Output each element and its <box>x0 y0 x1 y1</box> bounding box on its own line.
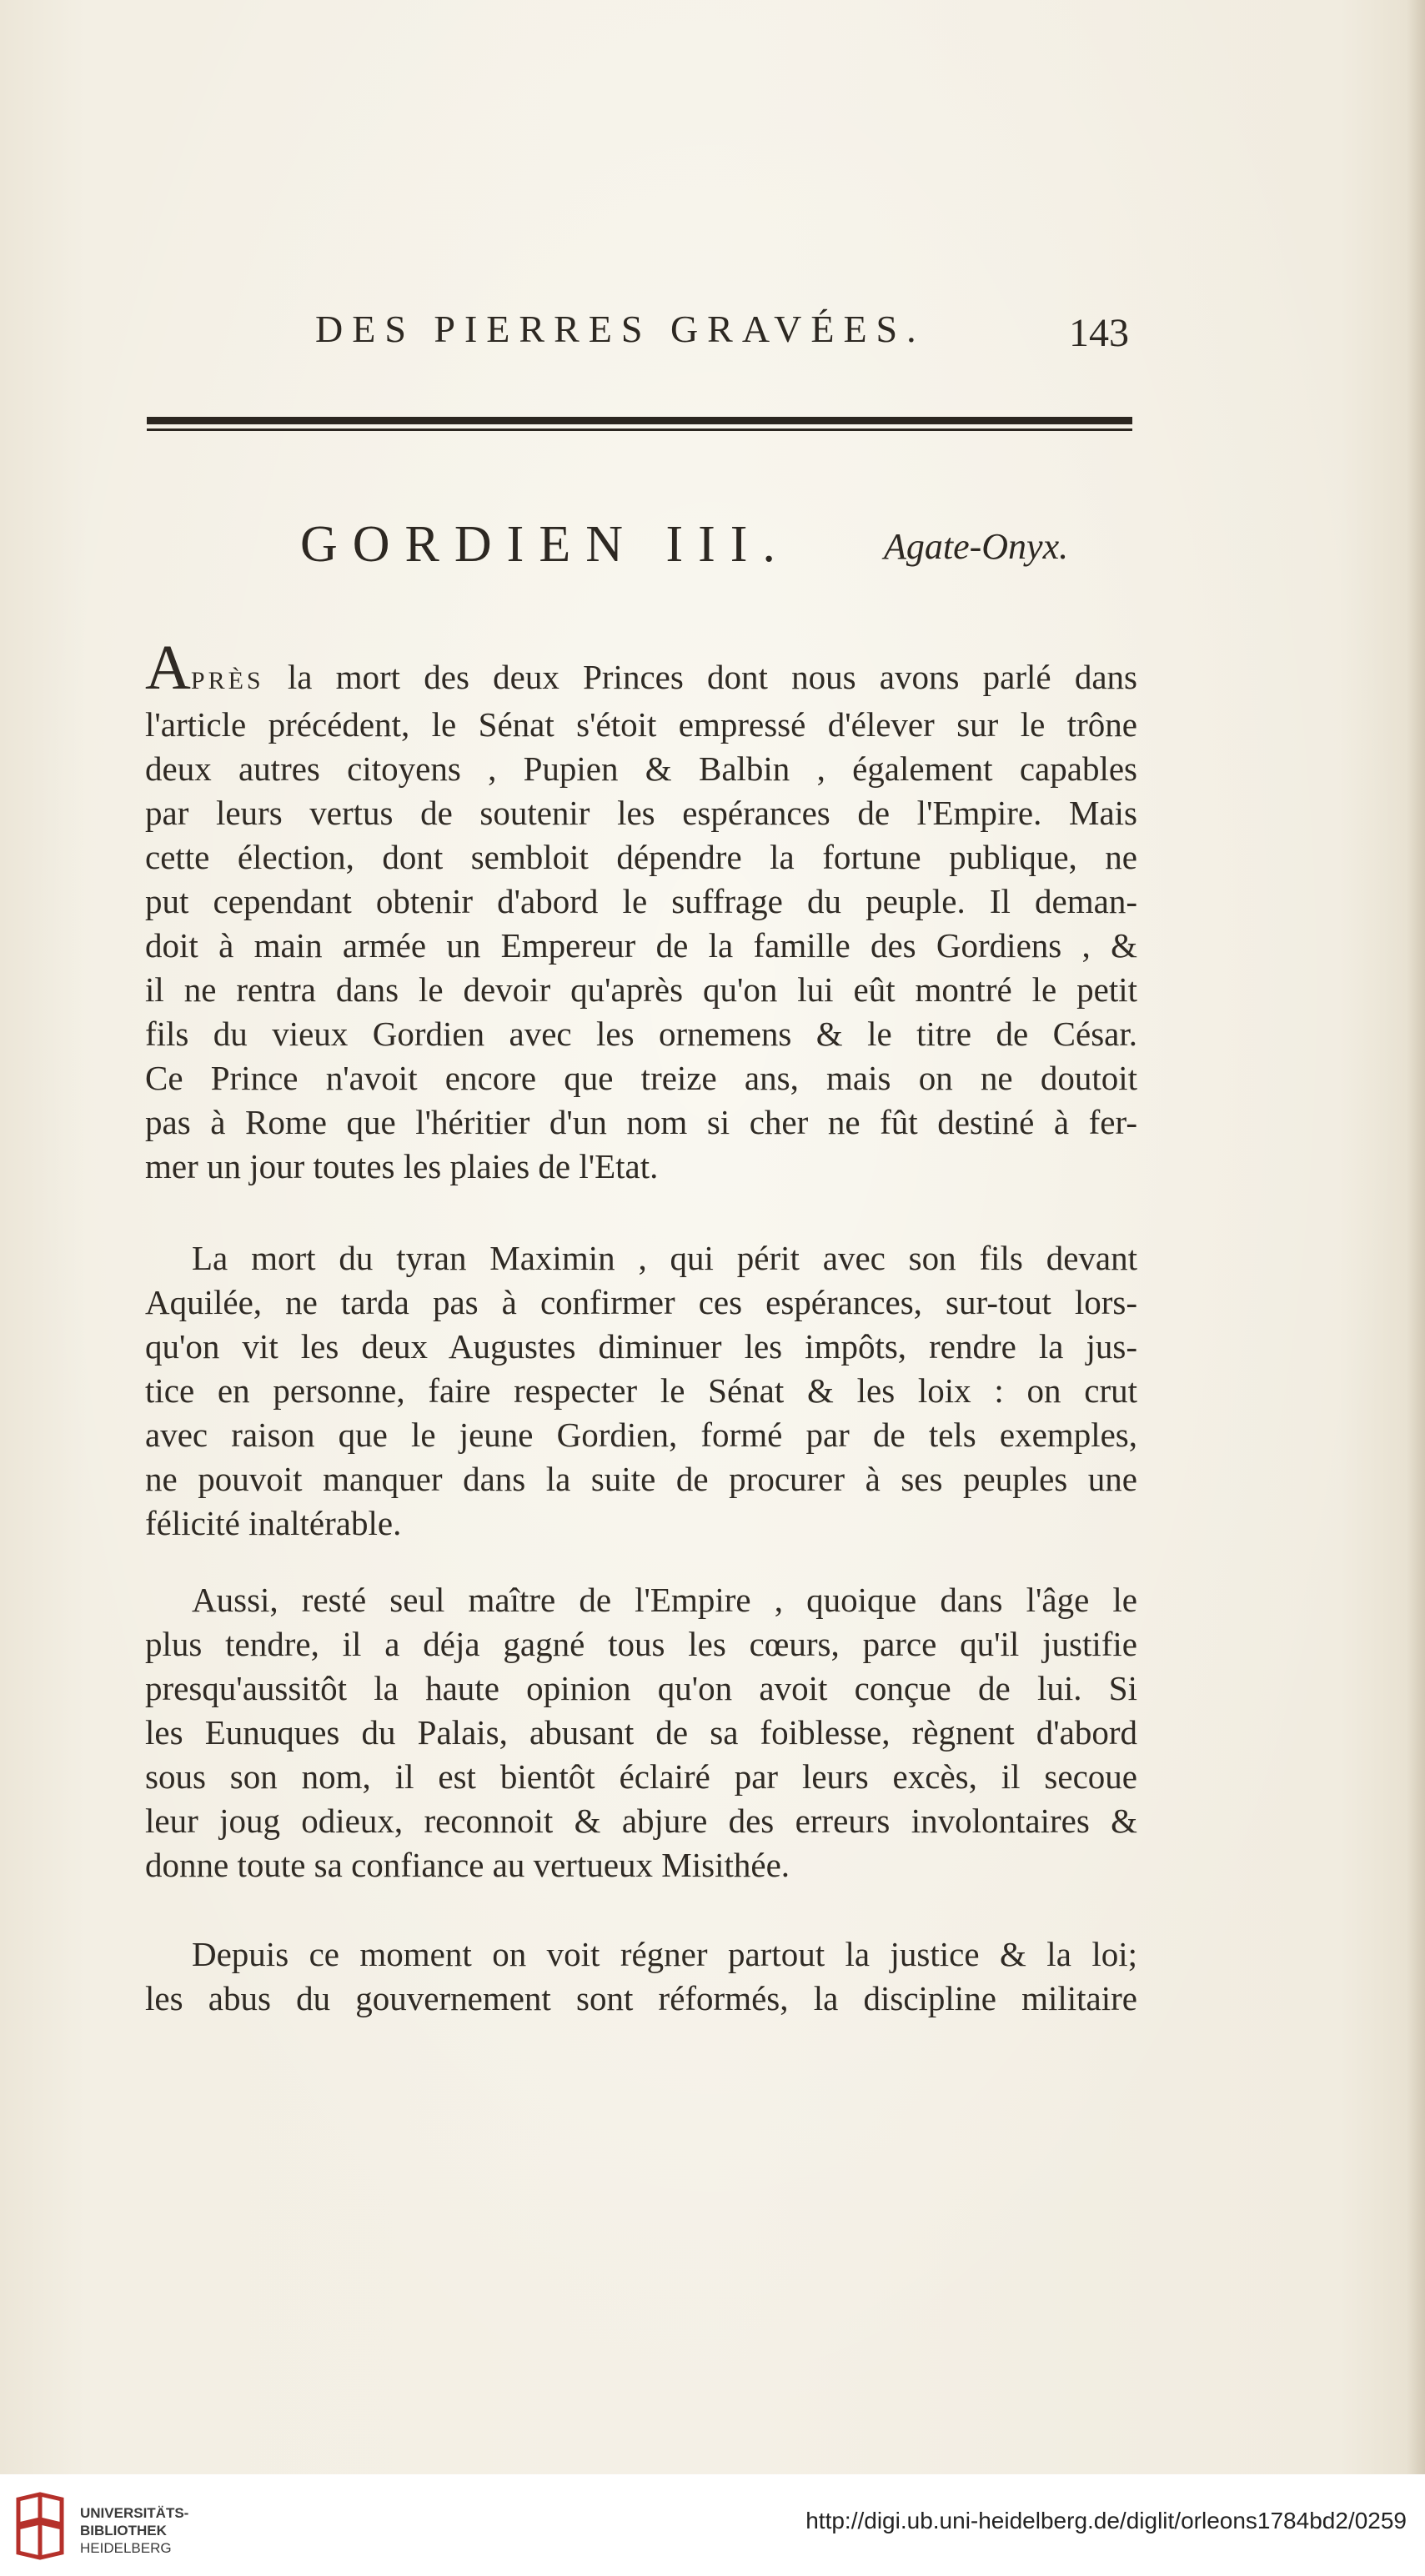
text-line: sous son nom, il est bientôt éclairé par leurs excès, il secoue <box>145 1757 1137 1796</box>
paragraph-4 <box>145 1932 1137 2021</box>
text-line: Ce Prince n'avoit encore que treize ans, mais on ne doutoit <box>145 1059 1137 1097</box>
text-line: il ne rentra dans le devoir qu'après qu'on lui eût montré le petit <box>145 970 1137 1009</box>
running-head: DES PIERRES GRAVÉES. <box>315 308 926 350</box>
text-line: cette élection, dont sembloit dépendre la fortune publique, ne <box>145 838 1137 876</box>
text-line: pas à Rome que l'héritier d'un nom si cher ne fût destiné à fer- <box>145 1103 1137 1141</box>
small-caps-word: PRÈS <box>190 667 264 694</box>
text-line: plus tendre, il a déja gagné tous les cœurs, parce qu'il justifie <box>145 1625 1137 1663</box>
chapter-title: GORDIEN III. <box>300 516 790 573</box>
text-line: l'article précédent, le Sénat s'étoit empressé d'élever sur le trône <box>145 705 1137 744</box>
text-line: les abus du gouvernement sont réformés, la discipline militaire <box>145 1979 1137 2017</box>
text-line: ne pouvoit manquer dans la suite de procurer à ses peuples une <box>145 1460 1137 1498</box>
text-line: La mort du tyran Maximin , qui périt avec son fils devant <box>192 1239 1137 1277</box>
text-line: put cependant obtenir d'abord le suffrage du peuple. Il deman- <box>145 882 1137 920</box>
text-line: Aquilée, ne tarda pas à confirmer ces espérances, sur-tout lors- <box>145 1283 1137 1321</box>
library-logo-icon <box>13 2491 67 2561</box>
paragraph-1 <box>145 633 1137 1189</box>
text-line: qu'on vit les deux Augustes diminuer les impôts, rendre la jus- <box>145 1327 1137 1366</box>
page-number: 143 <box>1069 311 1129 355</box>
page-edge-shadow <box>1407 0 1425 2474</box>
paragraph-2 <box>145 1236 1137 1546</box>
text-line: doit à main armée un Empereur de la famille des Gordiens , & <box>145 926 1137 965</box>
text-line: fils du vieux Gordien avec les ornemens & le titre de César. <box>145 1015 1137 1053</box>
text-line: presqu'aussitôt la haute opinion qu'on avoit conçue de lui. Si <box>145 1669 1137 1707</box>
logo-line: BIBLIOTHEK <box>80 2523 167 2538</box>
text-line: félicité inaltérable. <box>145 1504 402 1542</box>
paragraph-3 <box>145 1578 1137 1887</box>
header-rule-thick <box>147 417 1132 424</box>
drop-capital: A <box>145 633 191 703</box>
text-line: donne toute sa confiance au vertueux Misithée. <box>145 1846 790 1884</box>
text-line: leur joug odieux, reconnoit & abjure des erreurs involontaires & <box>145 1802 1137 1840</box>
logo-line: UNIVERSITÄTS- <box>80 2505 189 2521</box>
text-line: mer un jour toutes les plaies de l'Etat. <box>145 1147 659 1185</box>
library-footer <box>0 2474 1425 2576</box>
logo-line: HEIDELBERG <box>80 2540 172 2556</box>
library-logo-text <box>80 2504 188 2557</box>
text-line: Aussi, resté seul maître de l'Empire , quoique dans l'âge le <box>192 1581 1137 1619</box>
text-line: tice en personne, faire respecter le Sénat & les loix : on crut <box>145 1371 1137 1410</box>
text-line-content: la mort des deux Princes dont nous avons parlé dans <box>263 658 1137 696</box>
source-url-link[interactable]: http://digi.ub.uni-heidelberg.de/diglit/orleons1784bd2/0259 <box>805 2508 1407 2533</box>
chapter-subtitle: Agate-Onyx. <box>884 526 1069 567</box>
text-line <box>145 633 1137 703</box>
text-line: par leurs vertus de soutenir les espérances de l'Empire. Mais <box>145 794 1137 832</box>
text-line: Depuis ce moment on voit régner partout la justice & la loi; <box>192 1935 1137 1973</box>
header-rule-thin <box>147 428 1132 431</box>
text-line: deux autres citoyens , Pupien & Balbin , également capables <box>145 749 1137 788</box>
text-line: avec raison que le jeune Gordien, formé par de tels exemples, <box>145 1416 1137 1454</box>
text-line: les Eunuques du Palais, abusant de sa foiblesse, règnent d'abord <box>145 1713 1137 1752</box>
